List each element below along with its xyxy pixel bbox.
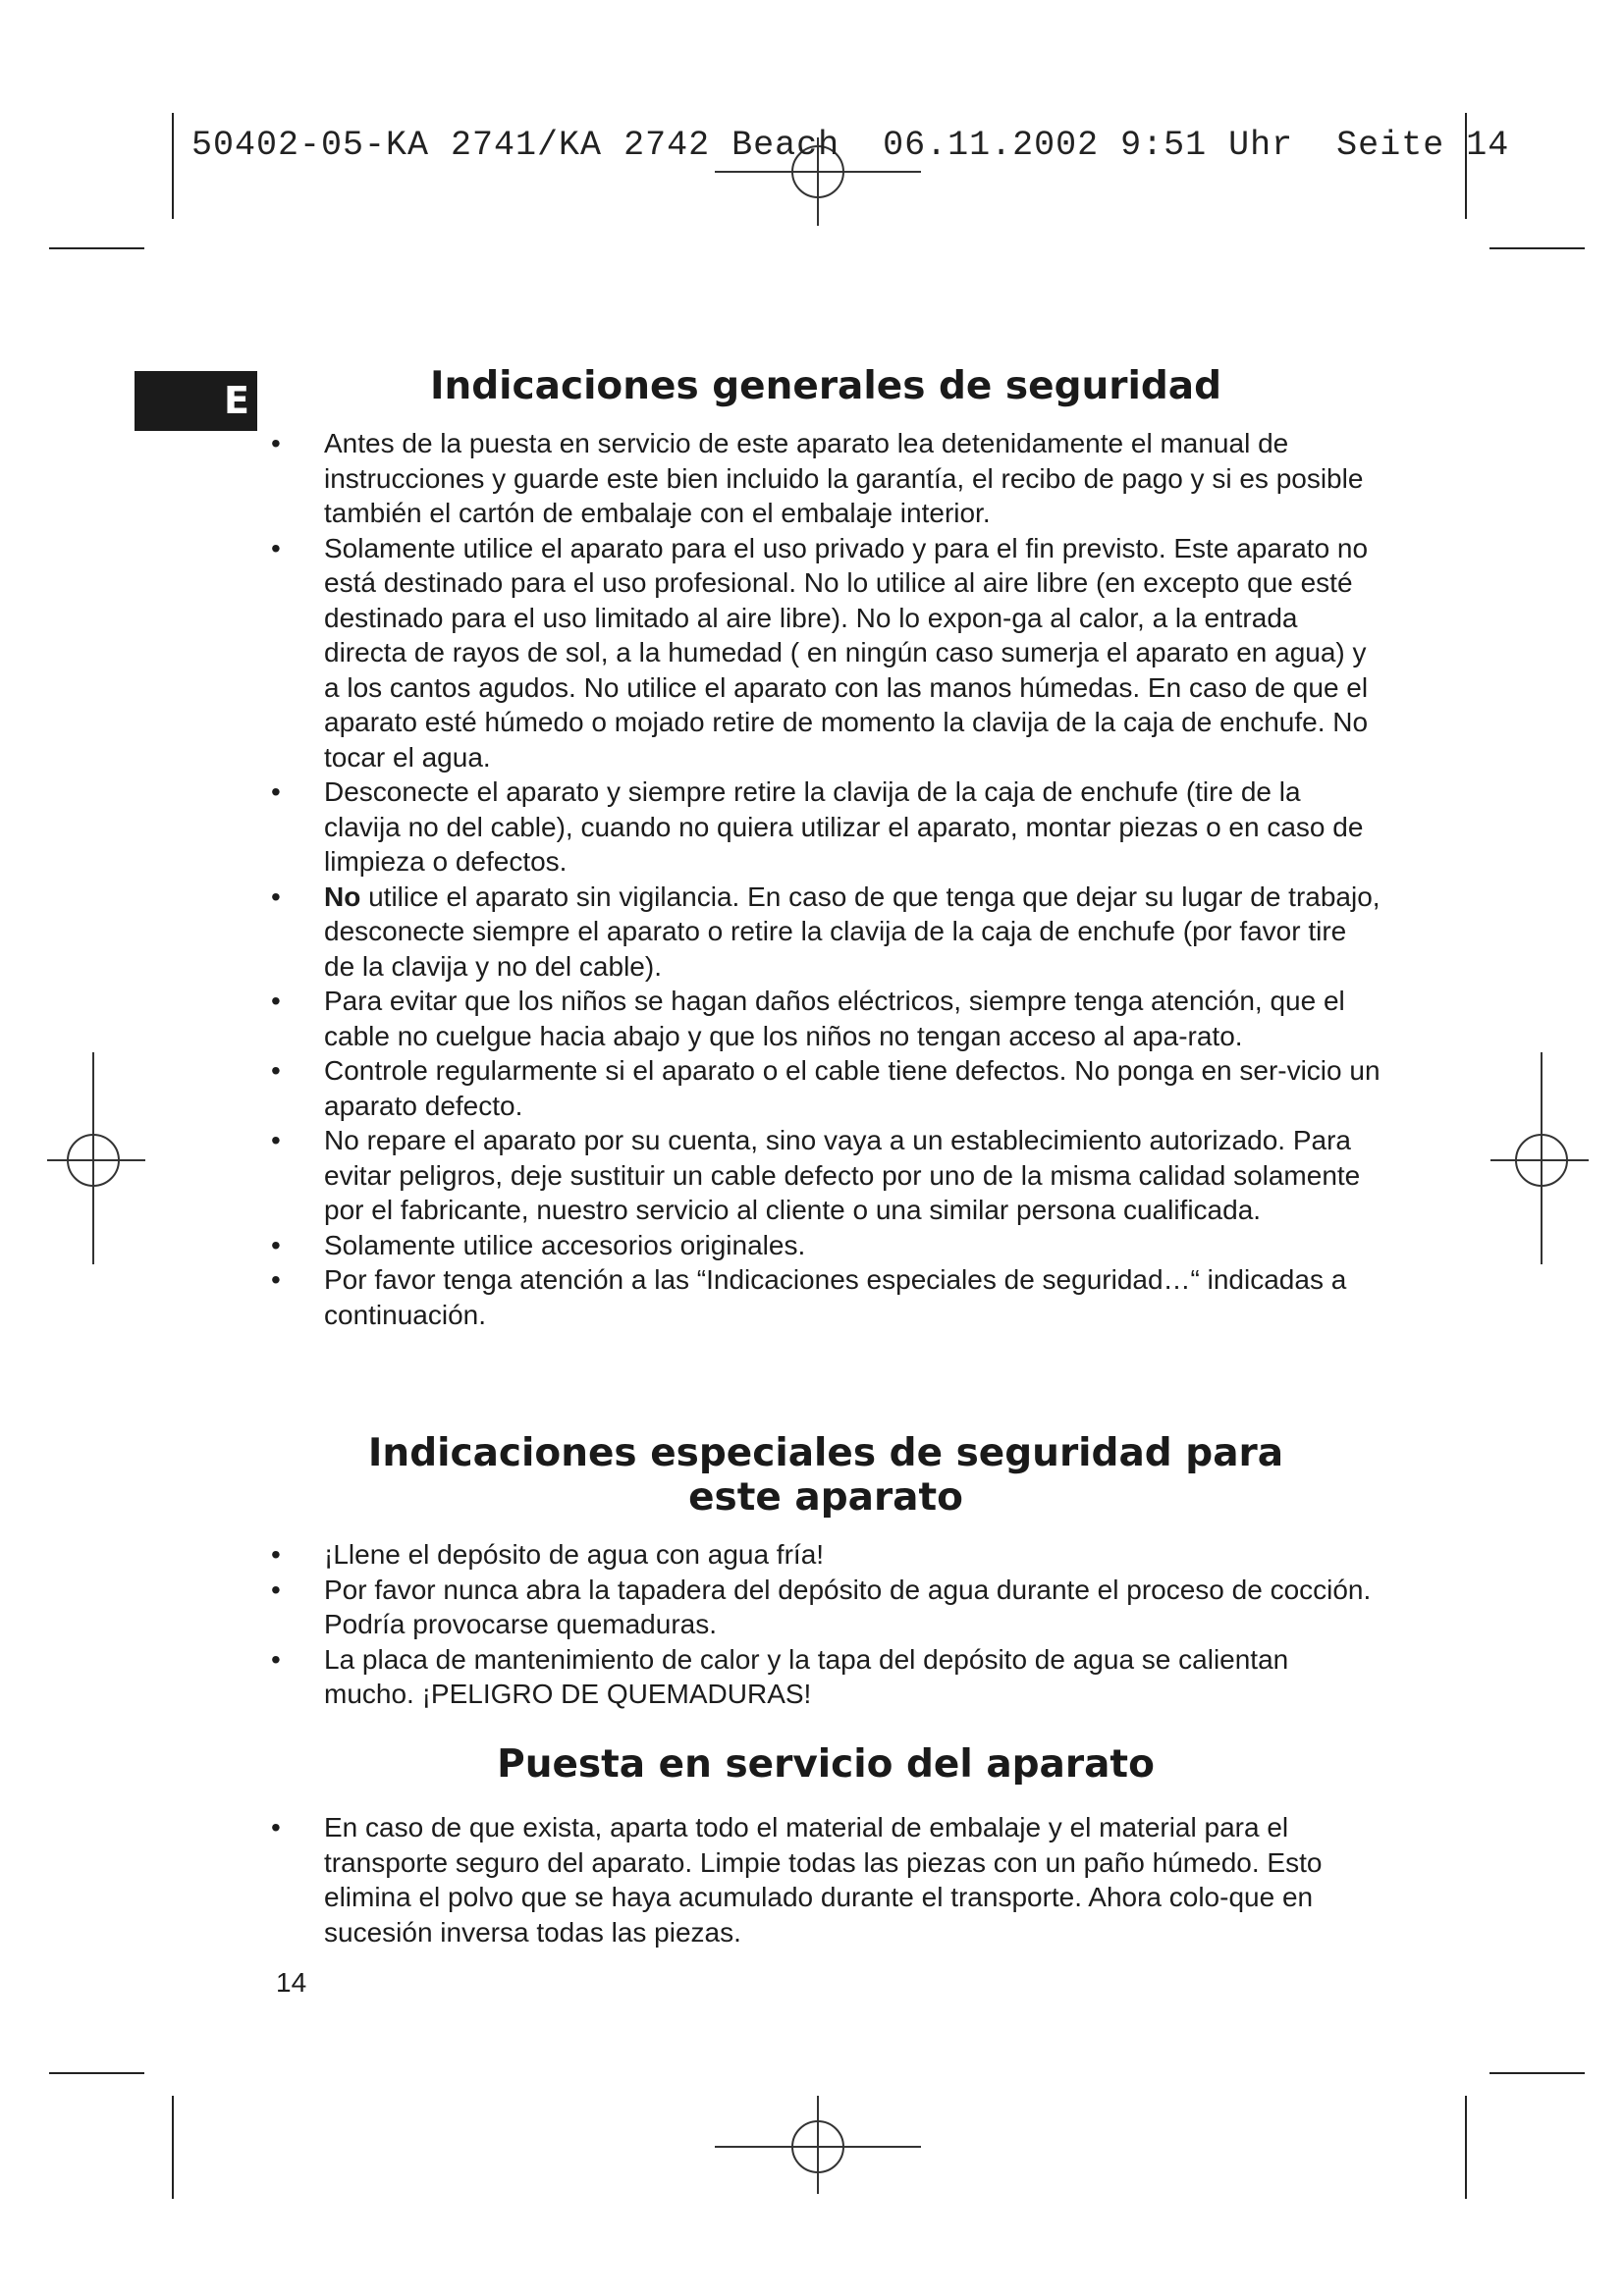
bullet: •	[271, 428, 281, 458]
crop-mark	[1489, 247, 1585, 249]
bullet: •	[271, 776, 281, 807]
list-item: • No utilice el aparato sin vigilancia. En caso de que tenga que dejar su lugar de trabajo, desconecte siempre el aparato o retire la clavija de la caja de enchufe (por favor tire de la clavija y no del cable).	[271, 881, 1380, 982]
bullet: •	[271, 986, 281, 1016]
bullet: •	[271, 1574, 281, 1605]
list-item: • Desconecte el aparato y siempre retire la clavija de la caja de enchufe (tire de la clavija no del cable), cuando no quiera utilizar el aparato, montar piezas o en caso de limpieza o defectos.	[271, 776, 1364, 877]
list-item: • Solamente utilice el aparato para el uso privado y para el fin previsto. Este aparato no está destinado para el uso profesional. No lo utilice al aire libre (en excepto que esté destinado para el uso limitado al aire libre). No lo expon-ga al calor, a la entrada directa de rayos de sol, a la humedad ( en ningún caso sumerja el aparato en agua) y a los cantos agudos. No utilice el aparato con las manos húmedas. En caso de que el aparato esté húmedo o mojado retire de momento la clavija de la caja de enchufe. No tocar el agua.	[271, 532, 1369, 773]
print-slug: 50402-05-KA 2741/KA 2742 Beach 06.11.2002 9:51 Uhr Seite 14	[191, 126, 1510, 165]
crop-mark	[1465, 2096, 1467, 2199]
list-item: • No repare el aparato por su cuenta, sino vaya a un establecimiento autorizado. Para evitar peligros, deje sustituir un cable defecto por uno de la misma calidad solamente por el fabricante, nuestro servicio al cliente o una similar persona cualificada.	[271, 1125, 1361, 1225]
section-title: Indicaciones especiales de seguridad para este aparato	[367, 1431, 1284, 1520]
general-safety-list-container	[271, 426, 1380, 1332]
bullet: •	[271, 1812, 281, 1842]
bullet: •	[271, 881, 281, 912]
list-item: • Solamente utilice accesorios originales.	[271, 1228, 1380, 1263]
section-startup	[271, 1742, 1380, 1787]
list-item: • Por favor nunca abra la tapadera del depósito de agua durante el proceso de cocción. Podría provocarse quemaduras.	[271, 1574, 1372, 1639]
list-item: • Antes de la puesta en servicio de este aparato lea detenidamente el manual de instrucciones y guarde este bien incluido la garantía, el recibo de pago y si es posible también el cartón de embalaje con el embalaje interior.	[271, 428, 1364, 528]
registration-mark-icon	[715, 2096, 921, 2194]
list-item: • La placa de mantenimiento de calor y la tapa del depósito de agua se calientan mucho. ¡PELIGRO DE QUEMADURAS!	[271, 1643, 1289, 1709]
crop-mark	[1489, 2072, 1585, 2074]
special-safety-list-container	[271, 1537, 1380, 1712]
crop-mark	[49, 2072, 144, 2074]
crop-mark	[172, 2096, 174, 2199]
bullet: •	[271, 1125, 281, 1155]
section-title: Indicaciones generales de seguridad	[429, 364, 1222, 408]
crop-mark	[172, 113, 174, 219]
startup-list	[271, 1810, 1380, 1949]
list-item: • En caso de que exista, aparta todo el material de embalaje y el material para el transporte seguro del aparato. Limpie todas las piezas con un paño húmedo. Esto elimina el polvo que se haya acumulado durante el transporte. Ahora colo-que en sucesión inversa todas las piezas.	[271, 1812, 1323, 1948]
list-item: • ¡Llene el depósito de agua con agua fría!	[271, 1537, 1380, 1573]
section-special-safety	[271, 1431, 1380, 1520]
bullet: •	[271, 1643, 281, 1675]
bullet: •	[271, 532, 281, 563]
page-number: 14	[276, 1967, 307, 1998]
list-item: • Controle regularmente si el aparato o el cable tiene defectos. No ponga en ser-vicio un aparato defecto.	[271, 1055, 1380, 1121]
language-tab: E	[135, 371, 257, 431]
special-safety-list	[271, 1537, 1380, 1712]
section-title: Puesta en servicio del aparato	[497, 1742, 1155, 1787]
bullet: •	[271, 1539, 281, 1570]
general-safety-list	[271, 426, 1380, 1332]
section-general-safety	[271, 364, 1380, 408]
bullet: •	[271, 1229, 281, 1260]
startup-list-container	[271, 1810, 1380, 1949]
crop-mark	[49, 247, 144, 249]
list-item: • Por favor tenga atención a las “Indicaciones especiales de seguridad…“ indicadas a continuación.	[271, 1264, 1347, 1330]
registration-mark-icon	[47, 1052, 145, 1264]
list-item: • Para evitar que los niños se hagan daños eléctricos, siempre tenga atención, que el cable no cuelgue hacia abajo y que los niños no tengan acceso al apa-rato.	[271, 986, 1345, 1051]
bullet: •	[271, 1055, 281, 1086]
registration-mark-icon	[1490, 1052, 1589, 1264]
bullet: •	[271, 1264, 281, 1295]
